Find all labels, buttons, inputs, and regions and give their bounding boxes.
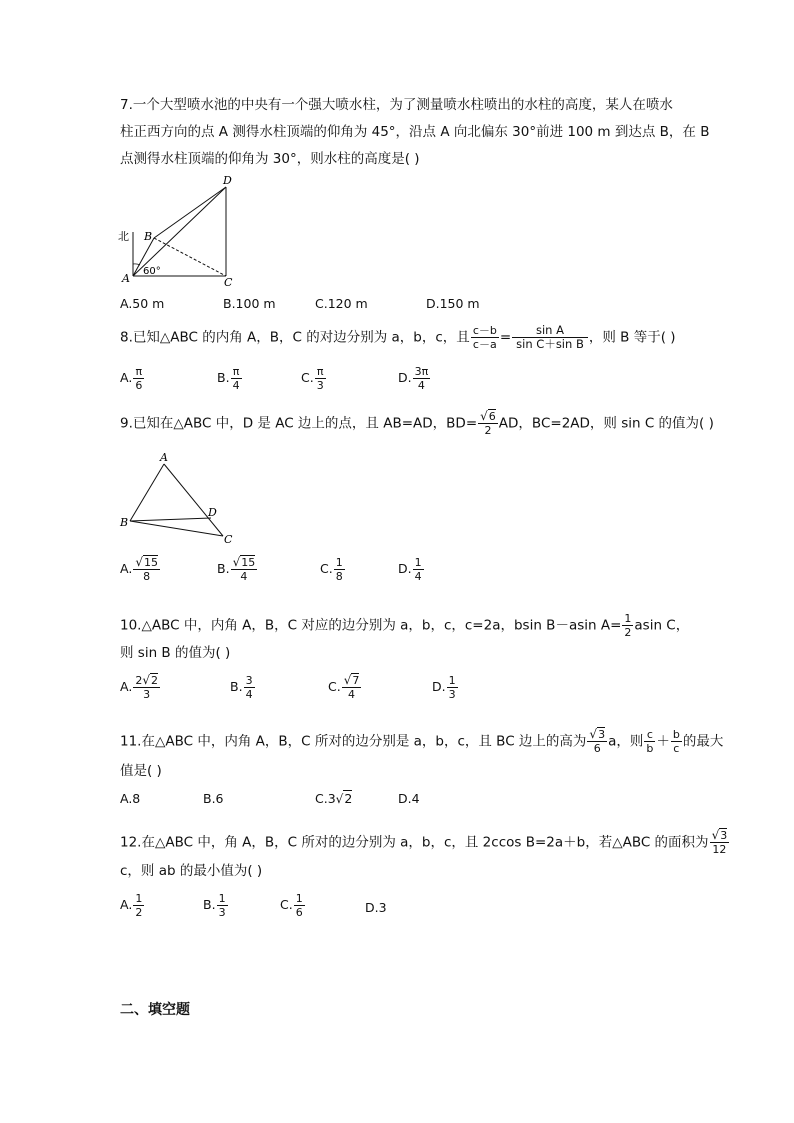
q8-text-pre: 8.已知△ABC 的内角 A，B，C 的对边分别为 a，b，c，且: [120, 329, 470, 346]
q7-line-2: 柱正西方向的点 A 测得水柱顶端的仰角为 45°，沿点 A 向北偏东 30°前进 100 m 到达点 B，在 B: [120, 124, 710, 140]
q11-option-c: C.3√2: [315, 791, 353, 806]
q8-option-b: B. $\frac{\pi}{4}$: [217, 365, 240, 392]
q9-fraction: $\frac{√6}{2}$: [480, 409, 496, 437]
q9-label-c: C: [224, 533, 233, 545]
q8-fraction-2: [512, 324, 588, 351]
q7-line-3: 点测得水柱顶端的仰角为 30°，则水柱的高度是( ): [120, 151, 420, 167]
q9-option-b: B. $\frac{√15}{4}$: [217, 555, 256, 583]
q12-line-2: c，则 ab 的最小值为( ): [120, 863, 263, 879]
q9-edge-ab: [130, 464, 164, 521]
q12-option-c: C. $\frac{1}{6}$: [280, 892, 303, 919]
q8-stem: [120, 324, 676, 351]
q7-angle-label: 60°: [143, 266, 161, 277]
q7-label-a: A: [122, 272, 130, 285]
q9-edge-bc: [130, 521, 223, 536]
q10-line-2: 则 sin B 的值为( ): [120, 645, 231, 661]
q9-label-d: D: [208, 506, 217, 519]
q9-label-a: A: [160, 451, 168, 464]
q8-f2-den: sin C＋sin B: [516, 337, 584, 351]
q10-option-b: B. $\frac{3}{4}$: [230, 674, 253, 701]
q12-stem: 12.在△ABC 中，角 A，B，C 所对的边分别为 a，b，c，且 2ccos B=2a＋b，若△ABC 的面积为 $\frac{√3}{12}$: [120, 828, 728, 856]
q8-f1-den: c－a: [472, 338, 497, 351]
q7-option-b: B.100 m: [223, 296, 276, 311]
q7-figure: [116, 172, 246, 287]
q10-stem: 10.△ABC 中，内角 A，B，C 对应的边分别为 a，b，c，c=2a，bsin B－asin A= $\frac{1}{2}$ asin C，: [120, 612, 690, 639]
q7-option-c: C.120 m: [315, 296, 368, 311]
q9-figure: [116, 450, 236, 545]
q12-option-d: D.3: [365, 900, 387, 915]
q7-label-b: B: [144, 230, 153, 243]
q8-f1-num: c－b: [472, 324, 497, 337]
q12-fraction-area: $\frac{√3}{12}$: [711, 828, 728, 856]
q10-option-a: A. $\frac{2√2}{3}$: [120, 673, 158, 701]
q7-north-label: 北: [118, 230, 129, 243]
q7-angle-arc: [133, 264, 140, 265]
q8-option-c: C. $\frac{\pi}{3}$: [301, 365, 324, 392]
q9-option-d: D. $\frac{1}{4}$: [398, 556, 422, 583]
q9-edge-ac: [164, 464, 223, 536]
q12-option-b: B. $\frac{1}{3}$: [203, 892, 226, 919]
q12-option-a: A. $\frac{1}{2}$: [120, 892, 143, 919]
q7-label-d: D: [223, 174, 232, 187]
q11-option-a: A.8: [120, 791, 141, 806]
q10-fraction: $\frac{1}{2}$: [624, 612, 632, 639]
q11-stem: 11.在△ABC 中，内角 A，B，C 所对的边分别是 a，b，c，且 BC 边上的高为 $\frac{√3}{6}$ a，则 $\frac{c}{b}$ ＋ $\frac{b}{c}$ 的最大: [120, 727, 724, 755]
q7-edge-bd: [154, 187, 226, 238]
q11-option-b: B.6: [203, 791, 224, 806]
q8-text-post: ，则 B 等于( ): [588, 329, 676, 346]
q7-option-a: A.50 m: [120, 296, 165, 311]
q10-option-c: C. $\frac{√7}{4}$: [328, 673, 360, 701]
q11-fraction-height: $\frac{√3}{6}$: [589, 727, 606, 755]
q8-f2-num: sin A: [512, 324, 588, 338]
q8-option-d: D. $\frac{3\pi}{4}$: [398, 365, 429, 392]
q7-label-c: C: [224, 276, 233, 287]
q9-option-a: A. $\frac{√15}{8}$: [120, 555, 158, 583]
q9-stem: 9.已知在△ABC 中，D 是 AC 边上的点，且 AB=AD，BD= $\frac{√6}{2}$ AD，BC=2AD，则 sin C 的值为( ): [120, 409, 714, 437]
q11-option-d: D.4: [398, 791, 420, 806]
q8-fraction-1: [471, 324, 499, 351]
q7-line-1: 7.一个大型喷水池的中央有一个强大喷水柱，为了测量喷水柱喷出的水柱的高度，某人在喷水: [120, 97, 673, 113]
q9-label-b: B: [120, 516, 129, 529]
q8-equals: =: [499, 329, 512, 346]
q10-option-d: D. $\frac{1}{3}$: [432, 674, 456, 701]
q7-option-d: D.150 m: [426, 296, 480, 311]
q9-option-c: C. $\frac{1}{8}$: [320, 556, 343, 583]
q7-edge-bc: [154, 238, 226, 276]
q9-edge-bd: [130, 518, 211, 521]
section-heading: 二、填空题: [120, 1002, 190, 1018]
q8-option-a: A. $\frac{\pi}{6}$: [120, 365, 143, 392]
q11-line-2: 值是( ): [120, 763, 162, 779]
